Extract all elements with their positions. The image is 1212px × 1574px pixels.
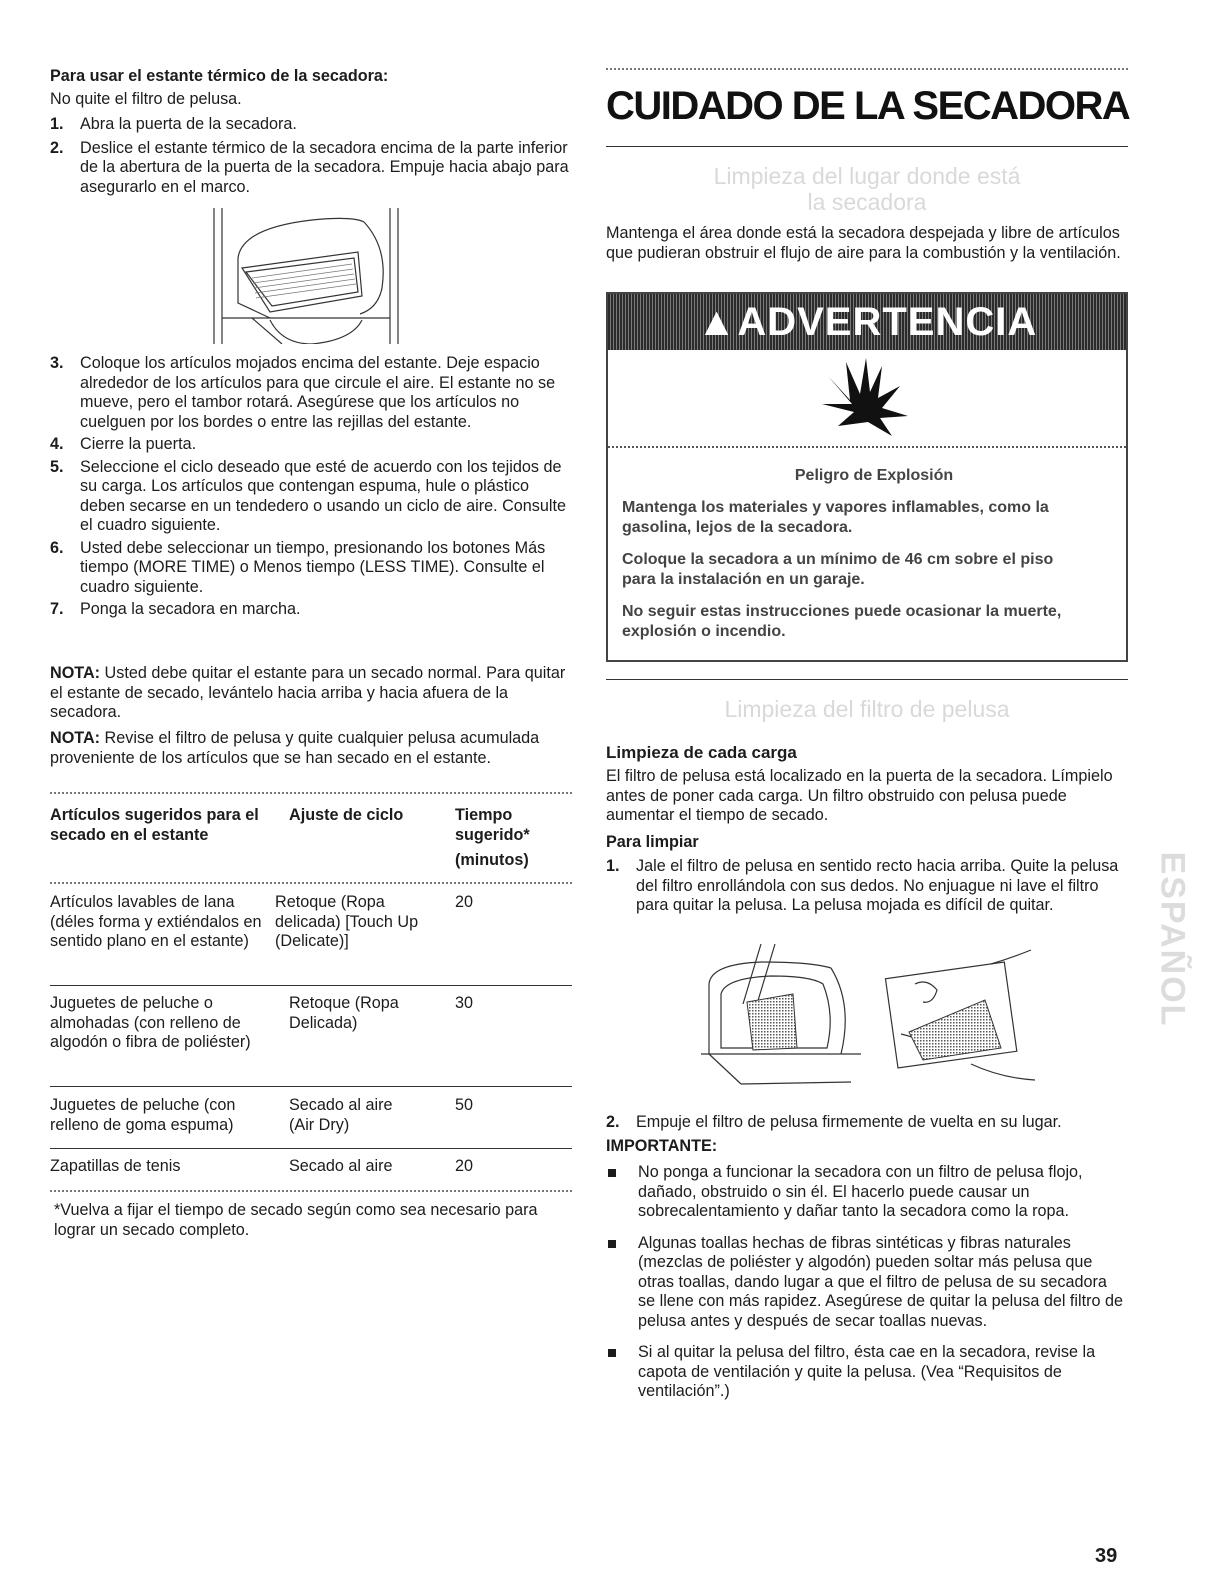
bullet-square-icon	[608, 1169, 616, 1177]
warning-symbol-area	[608, 350, 1126, 448]
table-top-rule	[50, 792, 572, 794]
header-cycle: Ajuste de ciclo	[289, 806, 404, 824]
each-load-body: El filtro de pelusa está localizado en la puerta de la secadora. Límpielo antes de poner cada carga. Un filtro obstruido con pelusa puede aumentar el tiempo de secado.	[606, 767, 1113, 824]
section-rule	[606, 679, 1128, 680]
subheading-each-load: Limpieza de cada carga	[606, 743, 797, 762]
note-check-filter: NOTA: Revise el filtro de pelusa y quite cualquier pelusa acumulada proveniente de los artículos que se han secado en el estante.	[50, 729, 540, 767]
page-title: CUIDADO DE LA SECADORA	[606, 84, 1130, 128]
list-item: Si al quitar la pelusa del filtro, ésta cae en la secadora, revise la capota de ventilación y quite la pelusa. (Vea “Requisitos de ventilación”.)	[606, 1343, 1128, 1402]
explosion-icon	[818, 356, 910, 438]
clean-steps-b	[606, 1113, 1128, 1133]
step-2: 2. Deslice el estante térmico de la secadora encima de la parte inferior de la abertura de la puerta de la secadora. Empuje hacia abajo para asegurarlo en el marco.	[50, 138, 569, 196]
warning-line: No seguir estas instrucciones puede ocasionar la muerte, explosión o incendio.	[622, 603, 1062, 640]
table-bottom-rule	[50, 1190, 572, 1192]
section-title-lint-filter: Limpieza del filtro de pelusa	[724, 696, 1010, 722]
list-item: No ponga a funcionar la secadora con un filtro de pelusa flojo, dañado, obstruido o sin él. El hacerlo puede causar un sobrecalentamiento y dañar tanto la secadora como la ropa.	[606, 1163, 1128, 1222]
list-item: Algunas toallas hechas de fibras sintéticas y fibras naturales (mezclas de poliéster y algodón) pueden soltar más pelusa que otras toallas, dando lugar a que el filtro de pelusa de su secadora se llene con más rapidez. Asegúrese de quitar la pelusa del filtro de pelusa antes y después de secar toallas nuevas.	[606, 1234, 1128, 1332]
table-row-rule	[50, 1086, 572, 1087]
warning-banner: ▲ADVERTENCIA	[608, 294, 1126, 350]
clean-step-2: 2. Empuje el filtro de pelusa firmemente de vuelta en su lugar.	[606, 1113, 1062, 1131]
bullet-square-icon	[608, 1240, 616, 1248]
table-row: Artículos lavables de lana (déles forma y extiéndalos en sentido plano en el estante) Retoque (Ropa delicada) [Touch Up (Delicate)] 20	[50, 893, 474, 950]
step-4: 4. Cierre la puerta.	[50, 435, 197, 453]
step-7: 7. Ponga la secadora en marcha.	[50, 600, 301, 618]
step-6: 6. Usted debe seleccionar un tiempo, presionando los botones Más tiempo (MORE TIME) o Menos tiempo (LESS TIME). Consulte el cuadro siguiente.	[50, 538, 546, 596]
dryer-area-body: Mantenga el área donde está la secadora despejada y libre de artículos que pudieran obstruir el flujo de aire para la combustión y la ventilación.	[606, 224, 1121, 262]
rack-steps-a	[50, 115, 572, 197]
table-row-rule	[50, 1148, 572, 1149]
page-number: 39	[1095, 1545, 1118, 1567]
important-list	[606, 1163, 1128, 1402]
bullet-square-icon	[608, 1349, 616, 1357]
table-row: Zapatillas de tenis Secado al aire 20	[50, 1157, 474, 1175]
title-top-rule	[606, 68, 1128, 70]
clean-steps-a	[606, 857, 1128, 916]
cycle-table	[50, 805, 572, 877]
subheading-to-clean: Para limpiar	[606, 833, 699, 851]
table-row: Juguetes de peluche (con relleno de goma espuma) Secado al aire (Air Dry) 50	[50, 1096, 474, 1134]
note-remove-rack: NOTA: Usted debe quitar el estante para un secado normal. Para quitar el estante de secado, levántelo hacia arriba y hacia afuera de la secadora.	[50, 664, 566, 721]
header-articles: Artículos sugeridos para el secado en el estante	[50, 806, 259, 844]
warning-line: Mantenga los materiales y vapores inflamables, como la gasolina, lejos de la secadora.	[622, 499, 1049, 536]
step-1: 1. Abra la puerta de la secadora.	[50, 115, 297, 133]
warning-triangle-icon: ▲	[696, 300, 738, 344]
warning-box	[606, 292, 1128, 662]
warning-text-area	[608, 448, 1126, 642]
lint-filter-illustration	[701, 944, 1041, 1089]
section-title-dryer-area: Limpieza del lugar donde está la secadora	[713, 163, 1021, 215]
warning-hazard: Peligro de Explosión	[794, 467, 954, 484]
title-bottom-rule	[606, 146, 1128, 147]
clean-step-1: 1. Jale el filtro de pelusa en sentido recto hacia arriba. Quite la pelusa del filtro enrollándola con sus dedos. No enjuague ni lave el filtro para quitar la pelusa. La pelusa mojada es difícil de quitar.	[606, 857, 1119, 914]
table-row: Juguetes de peluche o almohadas (con relleno de algodón o fibra de poliéster) Retoque (Ropa Delicada) 30	[50, 994, 474, 1051]
header-time: Tiempo sugerido*	[455, 806, 530, 844]
table-header-rule	[50, 882, 572, 884]
dryer-rack-illustration	[212, 208, 412, 344]
step-5: 5. Seleccione el ciclo deseado que esté de acuerdo con los tejidos de su carga. Los artículos que contengan espuma, hule o plástico deben secarse en un tendedero o usando un ciclo de aire. Consulte el cuadro siguiente.	[50, 457, 566, 534]
warning-line: Coloque la secadora a un mínimo de 46 cm sobre el piso para la instalación en un garaje.	[622, 551, 1054, 588]
important-heading: IMPORTANTE:	[606, 1137, 718, 1155]
rack-heading: Para usar el estante térmico de la secadora:	[50, 67, 389, 85]
table-footnote: *Vuelva a fijar el tiempo de secado según como sea necesario para lograr un secado completo.	[54, 1201, 538, 1239]
table-header	[50, 805, 572, 877]
language-side-tab: ESPAÑOL	[1153, 851, 1192, 1028]
rack-intro: No quite el filtro de pelusa.	[50, 90, 242, 108]
step-3: 3. Coloque los artículos mojados encima del estante. Deje espacio alrededor de los artículos para que circule el aire. El estante no se mueve, pero el tambor rotará. Asegúrese que los artículos no cuelguen por los bordes o entre las rejillas del estante.	[50, 354, 556, 431]
table-row-rule	[50, 985, 572, 986]
header-minutes: (minutos)	[455, 851, 529, 869]
rack-steps-b	[50, 354, 572, 620]
